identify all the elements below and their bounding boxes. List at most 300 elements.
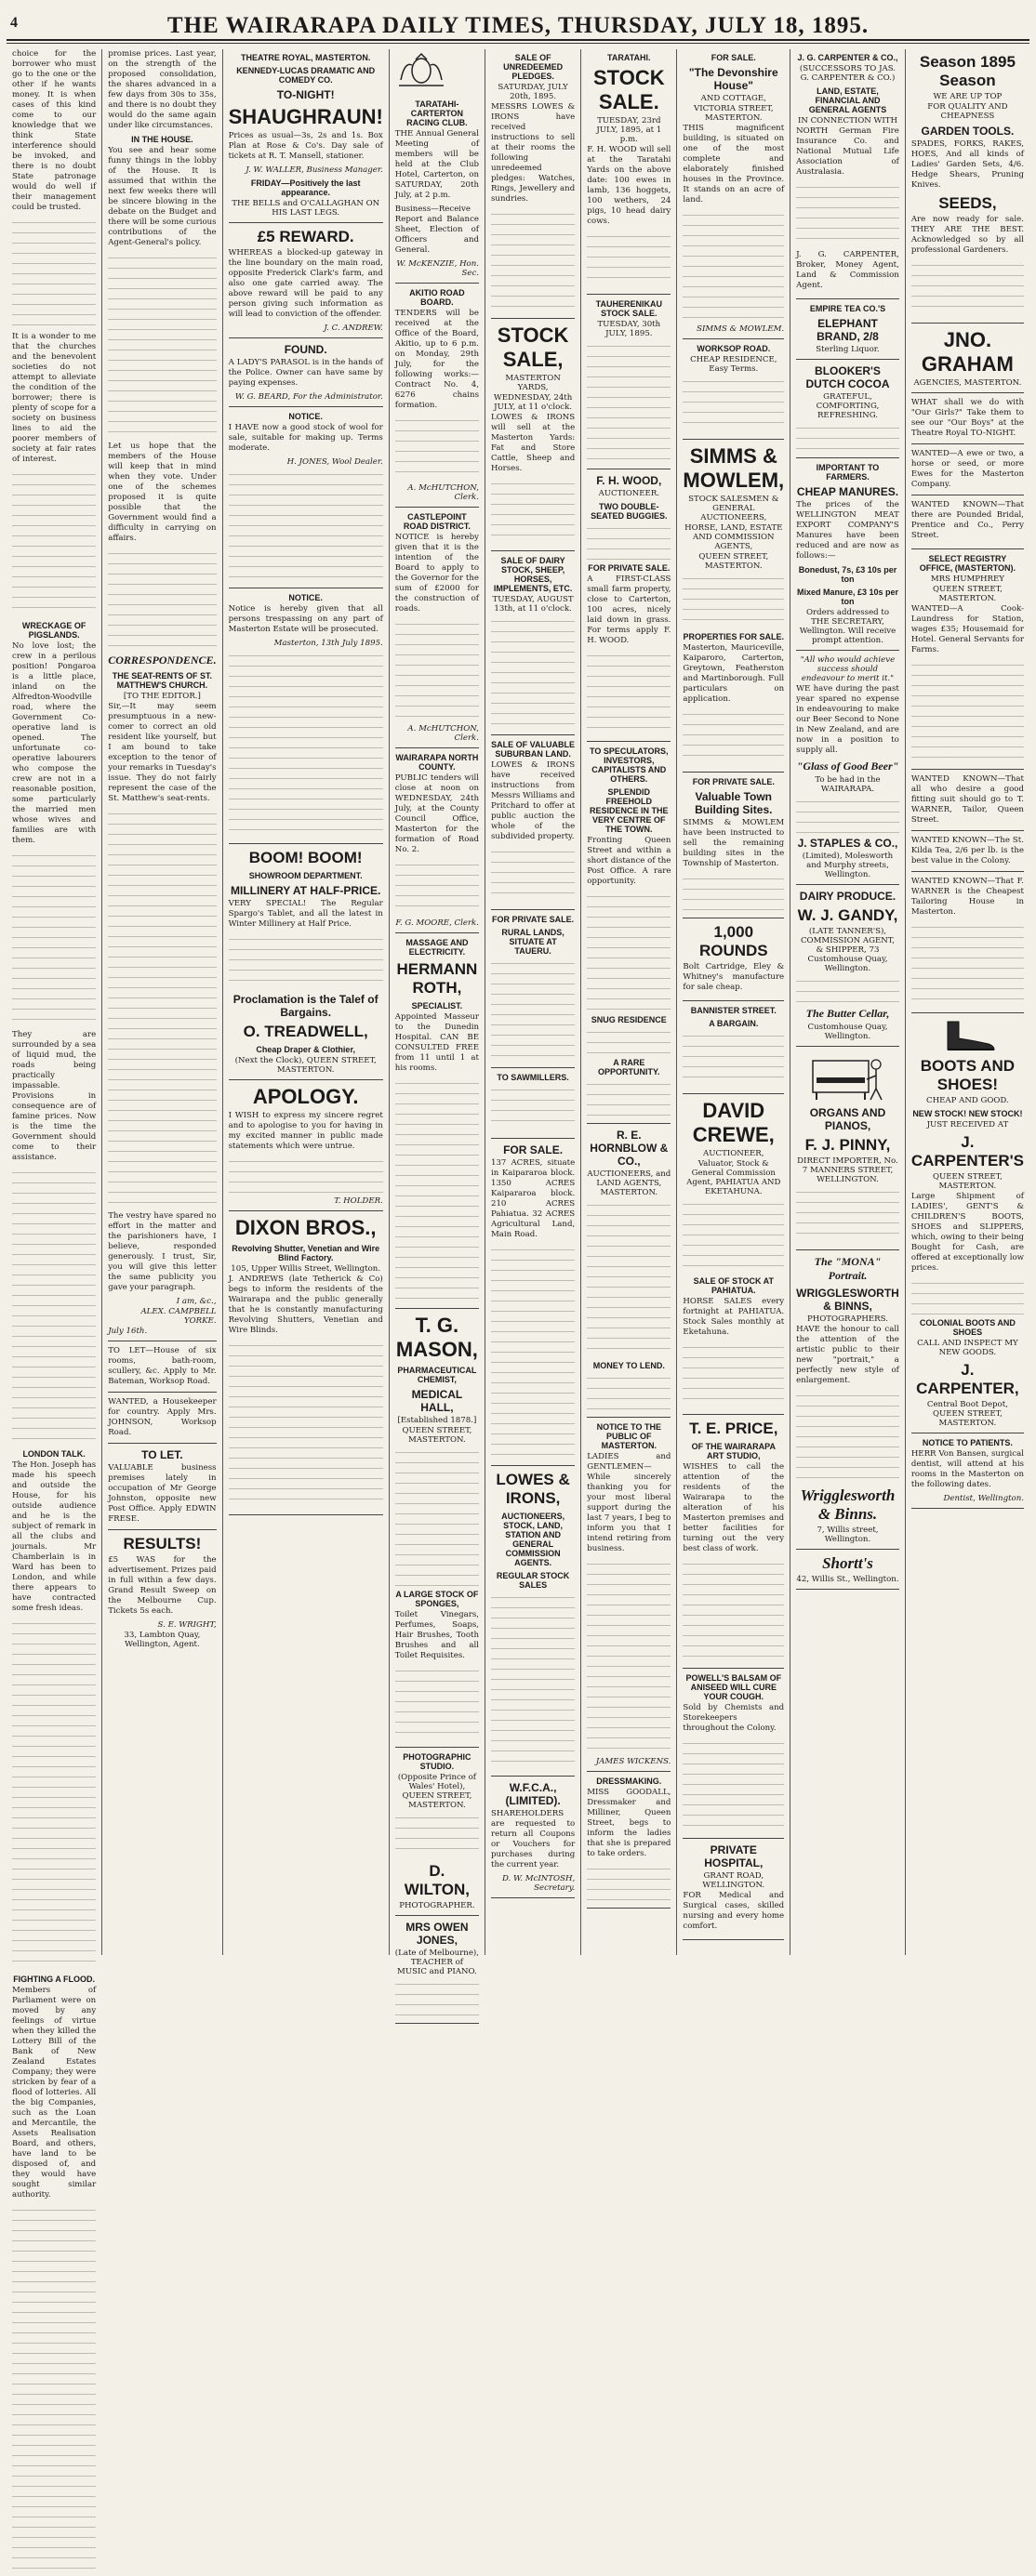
ad-note: To be had in the WAIRARAPA.	[815, 775, 881, 794]
merchant-trade: STOCK SALESMEN & GENERAL AUCTIONEERS,	[688, 495, 779, 522]
text-block	[683, 573, 784, 628]
sale-date: TUESDAY, 23rd JULY, 1895, at 1 p.m.	[596, 116, 662, 144]
ad-text: Bolt Cartridge, Eley & Whitney's manufacture for sale cheap.	[683, 962, 785, 992]
ad-text: TENDERS will be received at the Office of the Board, Akitio, up to 6 p.m. on Monday, 29th July, for the following works:—Contract No. 4, 6276 chains formation.	[394, 309, 479, 410]
ad-heading: FOR PRIVATE SALE.	[492, 915, 575, 924]
ad-signature: S. E. WRIGHT,	[157, 1620, 217, 1630]
section-heading: FIGHTING A FLOOD.	[13, 1975, 96, 1984]
divider	[108, 1443, 216, 1444]
pledges-sale-ad	[491, 53, 575, 319]
stock-sale-ad	[491, 324, 575, 551]
ad-subheading: A RARE OPPORTUNITY.	[598, 1058, 660, 1077]
letter-signoff: I am, &c.,	[176, 1297, 217, 1306]
hospital-ad	[683, 1843, 784, 1940]
dixon-ad	[229, 1216, 383, 1515]
merchant-name: J. G. CARPENTER & CO.,	[797, 53, 898, 62]
text-block	[683, 1737, 784, 1830]
land-for-sale-ad	[491, 1143, 575, 1466]
bannister-street-ad	[683, 1006, 784, 1094]
ad-heading: RESULTS!	[123, 1535, 202, 1552]
music-teacher-ad	[395, 1921, 479, 2024]
ad-signature: JAMES WICKENS.	[595, 1757, 671, 1766]
classified-ad: WHAT shall we do with "Our Girls?" Take them to see our "Our Boys" at the Theatre Royal TO-NIGHT.	[910, 398, 1024, 438]
hornblow-ad	[587, 1129, 671, 1418]
ad-heading: TAUHERENIKAU STOCK SALE.	[595, 299, 662, 318]
newspaper-title: THE WAIRARAPA DAILY TIMES, THURSDAY, JULY 18, 1895.	[166, 13, 870, 38]
balsam-ad	[683, 1673, 784, 1839]
ad-heading: PRIVATE HOSPITAL,	[704, 1843, 764, 1869]
text-block	[796, 1390, 899, 1483]
ad-text: WISHES to call the attention of the residents of the Wairarapa to the alteration of his Masterton premises and better facilities for turning out the very best class of work.	[683, 1462, 785, 1553]
ad-text: LOWES & IRONS have received instructions from Messrs Williams and Pritchard to offer at public auction the whole of the subdivided property.	[491, 760, 576, 841]
merchant-address: 7, Willis street, Wellington.	[817, 1526, 879, 1544]
ad-heading: TO SAWMILLERS.	[497, 1073, 569, 1082]
text-block	[587, 522, 671, 560]
ad-heading: AKITIO ROAD BOARD.	[409, 288, 465, 307]
ad-text: Fronting Queen Street and within a short distance of the Post Office. A rare opportunity.	[587, 836, 671, 886]
column-4	[390, 49, 485, 1976]
sale-date: TUESDAY, AUGUST 13th, at 11 o'clock.	[492, 595, 574, 614]
ad-subheading: TO-NIGHT!	[276, 88, 335, 101]
merchant-name: O. TREADWELL,	[243, 1023, 368, 1040]
product-note: Sterling Liquor.	[816, 345, 880, 354]
sale-date: TUESDAY, 30th JULY, 1895.	[597, 320, 661, 338]
ad-heading: FOR SALE.	[711, 53, 756, 62]
ad-slogan: WE ARE UP TOP	[933, 92, 1003, 101]
ad-subheading: REGULAR STOCK SALES	[496, 1571, 570, 1590]
article-paragraph: promise prices. Last year, on the strength of the proposed consolidation, the shares advanced in a few days from 30s to 35s, and there is no doubt they would do the same again under like circumstances.	[108, 49, 217, 130]
devonshire-house-ad	[683, 53, 784, 339]
cocoa-ad	[796, 364, 899, 458]
masthead-rule	[7, 43, 1029, 44]
ad-text: NOTICE is hereby given that it is the intention of the Board to apply to the Governor for the sum of £2000 for the construction of roads.	[394, 533, 479, 614]
merchant-name: W. J. GANDY,	[797, 906, 898, 924]
road-district-ad	[395, 512, 479, 748]
ad-signature: J. C. ANDREW.	[324, 324, 383, 333]
merchant-address: QUEEN STREET, MASTERTON.	[402, 1426, 472, 1445]
text-block	[911, 921, 1024, 1005]
classified-wanted-known	[911, 774, 1024, 1013]
text-block	[587, 231, 671, 286]
ad-heading: TARATAHI-CARTERTON RACING CLUB.	[406, 99, 468, 127]
text-block	[491, 478, 575, 543]
ad-text: Notice is hereby given that all persons trespassing on any part of Masterton Estate will be prosecuted.	[228, 604, 383, 634]
ad-connector: IN CONNECTION WITH	[797, 116, 897, 125]
text-block	[491, 958, 575, 1060]
text-block	[911, 1277, 1024, 1314]
text-block	[12, 1167, 96, 1446]
classified-ad: WANTED KNOWN—That there are Pounded Bridal, Prentice and Co., Perry Street.	[910, 500, 1024, 540]
text-block	[491, 615, 575, 727]
ad-subheading: CHEAP RESIDENCE, Easy Terms.	[690, 355, 777, 374]
text-block	[12, 1618, 96, 1971]
article-paragraph: No love lost; the crew in a perilous position! Pongaroa is a little place, inland on the Alfredton-Woodville road, where the Government Co-operative land is opened. The unfortunate co-operative labourers who compose the crew are not in a reasonable position, some particularly the married men whose wives and families are with them.	[12, 641, 97, 845]
shortt-ad	[796, 1554, 899, 1590]
text-block	[491, 1084, 575, 1130]
ad-text: SPADES, FORKS, RAKES, HOES, And all kinds of Ladies' Garden Sets, 4/6. Hedge Shears, Pruning Knives.	[910, 139, 1024, 190]
merchant-address: (Limited), Molesworth and Murphy streets, Wellington.	[802, 852, 894, 879]
merchant-trade: LAND, ESTATE, FINANCIAL AND GENERAL AGENTS	[808, 86, 887, 114]
ad-signature: H. JONES, Wool Dealer.	[286, 457, 383, 467]
merchant-trade: OF THE WAIRARAPA ART STUDIO,	[691, 1442, 776, 1460]
proprietor-name: MRS HUMPHREY	[930, 575, 1004, 584]
merchant-name: D. WILTON,	[404, 1862, 470, 1898]
ad-heading: BOOTS AND SHOES!	[920, 1057, 1016, 1093]
text-block	[229, 1340, 383, 1507]
text-block	[683, 1558, 784, 1660]
text-block	[395, 415, 479, 480]
merchant-name: DAVID CREWE,	[692, 1099, 775, 1146]
ad-signature: SIMMS & MOWLEM.	[697, 324, 785, 334]
ad-heading: BLOOKER'S DUTCH COCOA	[805, 364, 890, 390]
column-3	[223, 49, 390, 1955]
classified-ad: WANTED, a Housekeeper for country. Apply Mrs. JOHNSON, Worksop Road.	[108, 1397, 217, 1437]
dairy-sale-ad	[491, 556, 575, 735]
ad-heading: POWELL'S BALSAM OF ANISEED WILL CURE YOUR COUGH.	[685, 1673, 782, 1701]
letter-signature: ALEX. CAMPBELL YORKE.	[140, 1307, 217, 1326]
ad-subheading: CHEAP MANURES.	[796, 485, 899, 498]
ad-heading: EMPIRE TEA CO.'S	[809, 304, 886, 313]
ad-heading: WORKSOP ROAD.	[697, 344, 771, 353]
ad-subheading: NEW STOCK! NEW STOCK!	[912, 1109, 1023, 1118]
notice-ad	[229, 593, 383, 844]
text-block	[395, 1812, 479, 1858]
ad-subheading: FRIDAY—Positively the last appearance.	[250, 178, 361, 197]
photo-studio-ad	[395, 1752, 479, 1916]
ad-text: Masterton, Mauriceville, Kaiparoro, Carterton, Greytown, Featherston and Martinborough. Full particulars on application.	[683, 643, 785, 704]
ad-heading: FOUND.	[284, 343, 327, 356]
ad-heading: DRESSMAKING.	[596, 1777, 662, 1786]
text-block	[587, 1199, 671, 1357]
ad-text: Business—Receive Report and Balance Sheet, Election of Officers and General.	[394, 205, 479, 255]
text-block	[796, 422, 899, 450]
ad-slogan: "Glass of Good Beer"	[796, 760, 899, 773]
ad-text: Prices as usual—3s, 2s and 1s. Box Plan at Rose & Co's. Day sale of tickets at R. T. Mansell, stationer.	[228, 131, 383, 161]
sawmillers-ad	[491, 1073, 575, 1139]
ad-text: HERR Von Bansen, surgical dentist, will attend at his rooms in the Masterton on the following dates.	[910, 1449, 1024, 1489]
merchant-name: J. CARPENTER'S	[910, 1133, 1024, 1169]
ad-text: F. H. WOOD will sell at the Taratahi Yards on the above date: 100 ewes in lamb, 136 hoggets, 100 wethers, 24 pigs, 10 head dairy cows.	[587, 145, 671, 226]
masthead	[7, 7, 1029, 41]
ad-heading: BANNISTER STREET.	[690, 1006, 777, 1015]
text-block	[395, 1665, 479, 1739]
carpenter-agents-ad	[796, 53, 899, 299]
ad-subheading: SEEDS,	[938, 194, 997, 212]
ad-subheading: MONEY TO LEND.	[592, 1361, 665, 1370]
sale-location: MASTERTON YARDS,	[505, 374, 561, 392]
merchant-signature: Wrigglesworth & Binns.	[800, 1486, 896, 1523]
racing-club-ad	[395, 49, 479, 284]
ad-text: WHEREAS a blocked-up gateway in the line boundary on the main road, opposite Frederick Clark's farm, and also one gate carried away. The above reward will be paid to any person giving such information as will lead to conviction of the offender.	[228, 248, 383, 319]
text-block	[683, 1341, 784, 1407]
ad-signature: D. W. McINTOSH, Secretary.	[501, 1874, 576, 1893]
text-block	[229, 469, 383, 580]
text-block	[683, 708, 784, 764]
taratahi-sale-ad	[587, 53, 671, 295]
text-block	[683, 1030, 784, 1086]
notice-public-ad	[587, 1422, 671, 1772]
price-line: Bonedust, 7s, £3 10s per ton	[798, 565, 897, 584]
classified-ad: TO LET—House of six rooms, bath-room, scullery, &c. Apply to Mr. Bateman, Worksop Road.	[108, 1346, 217, 1386]
ad-heading: SALE OF UNREDEEMED PLEDGES.	[503, 53, 564, 81]
column-2	[102, 49, 222, 1955]
merchant-premises: MEDICAL HALL,	[411, 1388, 463, 1414]
text-block	[491, 1244, 575, 1458]
text-block	[683, 873, 784, 910]
garden-tools-ad	[911, 53, 1024, 324]
piano-illustration-icon	[805, 1051, 889, 1103]
classified-ad: WANTED—A Cook-Laundress for Station, wages £35; Housemaid for Hotel. General Servants for Farms.	[910, 604, 1024, 654]
merchant-name: T. E. PRICE,	[689, 1420, 778, 1437]
text-block	[491, 846, 575, 902]
ad-text: SHAREHOLDERS are requested to return all Coupons or Vouchers for purchases during the current year.	[491, 1809, 576, 1869]
ad-text: LADIES and GENTLEMEN—While sincerely thanking you for your most liberal support during the last 7 years, I beg to inform you that I intend retiring from business.	[587, 1452, 671, 1553]
merchant-address: 42, Willis St., Wellington.	[796, 1575, 899, 1584]
text-block	[395, 859, 479, 915]
ad-text: HORSE SALES every fortnight at PAHIATUA. Stock Sales monthly at Eketahuna.	[683, 1297, 785, 1337]
merchant-trade: PHARMACEUTICAL CHEMIST,	[397, 1366, 477, 1384]
millinery-ad	[229, 849, 383, 1080]
ad-heading: NOTICE TO THE PUBLIC OF MASTERTON.	[596, 1422, 661, 1450]
merchant-name: F. J. PINNY,	[804, 1136, 891, 1154]
tauherenikau-sale-ad	[587, 299, 671, 469]
chemist-ad	[395, 1314, 479, 1748]
ad-heading: ORGANS AND PIANOS,	[809, 1106, 886, 1132]
classified-ad: WANTED—A ewe or two, a horse or seed, or more Ewes for the Masterton Company.	[910, 449, 1024, 489]
letter-paragraph: The vestry have spared no effort in the matter and the parishioners have, I believe, responded generously. I trust, Sir, you will give this letter the same publicity you gave your paragraph.	[108, 1211, 217, 1292]
classified-ad: VALUABLE business premises lately in occupation of Mr George Johnston, opposite new Post Office. Apply EDWIN FRESE.	[108, 1463, 217, 1524]
ad-text: HAVE the honour to call the attention of the artistic public to their new "portrait," a perfectly new style of enlargement.	[796, 1325, 899, 1385]
product-name: ELEPHANT BRAND, 2/8	[817, 317, 879, 343]
coat-of-arms-icon	[395, 52, 447, 89]
classified-ad: WANTED KNOWN—That F. WARNER is the Cheapest Tailoring House in Masterton.	[910, 877, 1024, 917]
merchant-name: R. E. HORNBLOW & CO.,	[590, 1129, 669, 1168]
ad-text: WE have during the past year spared no expense in endeavouring to make our Beer Second to None in New Zealand, and are now in a position to supply all.	[796, 684, 899, 755]
ad-heading: NOTICE TO PATIENTS.	[922, 1438, 1013, 1447]
ad-text: MISS GOODALL, Dressmaker and Milliner, Queen Street, begs to inform the ladies that she is prepared to take orders.	[587, 1788, 671, 1858]
hospital-address: GRANT ROAD, WELLINGTON.	[702, 1871, 765, 1890]
ad-quote: "All who would achieve success should endeavour to merit it."	[800, 655, 896, 683]
text-block	[796, 1186, 899, 1242]
suburban-land-ad	[491, 740, 575, 910]
ad-subheading: Valuable Town Building Sites.	[695, 790, 773, 816]
ad-heading: THEATRE ROYAL, MASTERTON.	[241, 53, 371, 62]
article-paragraph: The Hon. Joseph has made his speech and outside the House, for his outside audience and he is the subject of remark in all the clubs and journals. Mr Chamberlain is in Ward has been to London, and while there appears to have contracted some fresh ideas.	[12, 1460, 97, 1613]
column-7	[677, 49, 790, 1955]
specialist-title: SPECIALIST.	[411, 1001, 463, 1011]
ad-text: The prices of the WELLINGTON MEAT EXPORT COMPANY'S Manures have been reduced and are now as follows:—	[796, 500, 899, 561]
ad-date: Masterton, 13th July 1895.	[273, 639, 383, 648]
text-block	[911, 259, 1024, 315]
merchant-name: SIMMS & MOWLEM,	[683, 444, 785, 492]
section-heading: IN THE HOUSE.	[131, 135, 193, 144]
ad-text: VERY SPECIAL! The Regular Spargo's Tablet, and all the latest in Winter Millinery at Half Price.	[228, 899, 383, 929]
ad-text: I WISH to express my sincere regret and to apologise to you for having in my excited manner in public made statements which were untrue.	[228, 1111, 383, 1151]
ad-heading: MASSAGE AND ELECTRICITY.	[405, 938, 469, 957]
text-block	[587, 1078, 671, 1116]
theatre-ad	[229, 53, 383, 223]
text-block	[229, 650, 383, 836]
text-block	[587, 340, 671, 461]
merchant-trade: Revolving Shutter, Venetian and Wire Blind Factory.	[232, 1244, 380, 1262]
county-ad	[395, 753, 479, 933]
ad-signature: F. G. MOORE, Clerk.	[395, 918, 479, 928]
merchant-trade: AUCTIONEER.	[598, 489, 660, 498]
ad-heading: DAIRY PRODUCE.	[799, 890, 897, 903]
merchant-trade: PHOTOGRAPHERS.	[806, 1314, 888, 1324]
ad-subheading: A BARGAIN.	[709, 1019, 759, 1028]
divider	[911, 871, 1024, 872]
merchant-name: LOWES & IRONS,	[496, 1471, 570, 1507]
divider	[108, 1529, 216, 1530]
merchant-name: MRS OWEN JONES,	[405, 1921, 469, 1947]
article-paragraph: You see and hear some funny things in the lobby of the House. It is assumed that within the next few weeks there will be sincere blowing in the debate on the Budget and there will be some curious contributions of the Agent-General's policy.	[108, 146, 217, 247]
ad-text: Toilet Vinegars, Perfumes, Soaps, Hair Brushes, Tooth Brushes and all Toilet Requisites.	[394, 1610, 479, 1660]
ad-subheading: SPLENDID FREEHOLD RESIDENCE IN THE VERY CENTRE OF THE TOWN.	[590, 787, 669, 834]
text-block	[587, 650, 671, 733]
ad-heading: APOLOGY.	[252, 1085, 359, 1108]
ad-text: THE BELLS and O'CALLAGHAN ON HIS LAST LEGS.	[232, 199, 380, 218]
text-block	[587, 1558, 671, 1753]
text-block	[683, 376, 784, 431]
merchant-trade: AUCTIONEERS, STOCK, LAND, STATION AND GENERAL COMMISSION AGENTS.	[501, 1512, 565, 1567]
residence-sale-ad	[587, 746, 671, 1124]
ad-text: J. G. CARPENTER, Broker, Money Agent, Land & Commission Agent.	[796, 250, 899, 290]
column-5	[485, 49, 581, 1955]
ad-signature: A. McHUTCHON, Clerk.	[407, 483, 479, 502]
ad-heading: 1,000 ROUNDS	[698, 923, 768, 959]
ad-heading: PHOTOGRAPHIC STUDIO.	[403, 1752, 472, 1771]
merchant-address: 105, Upper Willis Street, Wellington.	[231, 1264, 381, 1274]
text-block	[229, 933, 383, 989]
ad-subheading: RURAL LANDS, SITUATE AT TAUERU.	[501, 928, 564, 956]
text-block	[395, 1447, 479, 1586]
text-block	[108, 548, 216, 650]
pianos-ad	[796, 1051, 899, 1250]
ad-subheading: PROPERTIES FOR SALE.	[683, 632, 785, 641]
reward-ad	[229, 228, 383, 338]
ad-text: Large Shipment of LADIES', GENT'S & CHILDREN'S BOOTS, SHOES and SLIPPERS, which, owing to their being Bought for Cash, are offered at exceptionally low prices.	[910, 1192, 1024, 1273]
text-block	[12, 850, 96, 1026]
play-title: SHAUGHRAUN!	[228, 105, 383, 128]
newspaper-page	[7, 7, 1029, 2200]
page-number: 4	[10, 15, 18, 31]
ad-text: PUBLIC tenders will close at noon on WEDNESDAY, 24th July, at the County Council Office, Masterton for the formation of Road No. 2.	[394, 773, 479, 854]
article-paragraph: Let us hope that the members of the House will keep that in mind when they vote. Under one of the schemes proposed it is quite possible that the Government would find a difficulty in carrying on affairs.	[108, 442, 217, 543]
dentist-ad	[911, 1438, 1024, 1509]
ad-heading: GARDEN TOOLS.	[921, 125, 1015, 138]
text-block	[796, 796, 899, 833]
text-block	[796, 181, 899, 246]
auctioneer-ad	[587, 474, 671, 742]
ad-heading: WAIRARAPA NORTH COUNTY.	[395, 753, 479, 772]
ad-subheading: SALE OF STOCK AT PAHIATUA.	[693, 1276, 774, 1295]
text-block	[683, 209, 784, 321]
worksop-road-ad	[683, 344, 784, 440]
shop-name: The Butter Cellar,	[805, 1007, 890, 1020]
cartridges-ad	[683, 923, 784, 1001]
ad-text: A LADY'S PARASOL is in the hands of the Police. Owner can have same by paying expenses.	[228, 358, 383, 388]
simms-mowlem-ad	[683, 444, 784, 773]
merchant-address: (LATE TANNER'S), COMMISSION AGENT, & SHIPPER, 73 Customhouse Quay, Wellington.	[800, 927, 895, 973]
ad-signature: W. McKENZIE, Hon. Sec.	[396, 259, 479, 278]
ad-subheading: SHOWROOM DEPARTMENT.	[248, 871, 363, 880]
column-8	[790, 49, 906, 1955]
ad-text: MESSRS LOWES & IRONS have received instructions to sell at their rooms the following unredeemed pledges: Watches, Rings, Jewellery and sundries.	[491, 102, 576, 204]
ad-signature: T. HOLDER.	[334, 1196, 383, 1206]
sale-date: SATURDAY, JULY 20th, 1895.	[498, 83, 568, 101]
ad-subheading: MILLINERY AT HALF-PRICE.	[231, 884, 381, 897]
classified-wanted	[911, 398, 1024, 549]
merchant-name: DIXON BROS.,	[234, 1216, 377, 1239]
article-paragraph: choice for the borrower who must go to the one or the other if he wants money. It is when cases of this kind come to our knowledge that we think State interference should be invoked, and there is no doubt State patronage would do well if their management could be trusted.	[12, 49, 97, 212]
text-block	[229, 1156, 383, 1193]
merchant-address: Central Boot Depot, QUEEN STREET, MASTERTON.	[926, 1400, 1008, 1428]
ad-signature: W. G. BEARD, For the Administrator.	[234, 392, 383, 402]
merchant-address: QUEEN STREET, MASTERTON.	[698, 552, 769, 571]
manures-ad	[796, 463, 899, 651]
ad-text: 137 ACRES, situate in Kaipararoa block. 1350 ACRES Kaipararoa block. 210 ACRES Pahiatua. 32 ACRES Agricultural Land, Main Road.	[491, 1158, 576, 1239]
ad-heading: The "MONA" Portrait.	[814, 1255, 882, 1282]
divider	[911, 830, 1024, 831]
ad-text: SIMMS & MOWLEM have been instructed to sell the remaining building sites in the Township of Masterton.	[683, 818, 785, 868]
ad-heading: SALE OF DAIRY STOCK, SHEEP, HORSES, IMPLEMENTS, ETC.	[493, 556, 573, 593]
ad-address: 33, Lambton Quay, Wellington, Agent.	[124, 1631, 201, 1649]
divider	[108, 1392, 216, 1393]
price-line: Mixed Manure, £3 10s per ton	[796, 588, 898, 606]
ad-heading: FOR PRIVATE SALE.	[588, 563, 671, 573]
ad-signature: J. W. WALLER, Business Manager.	[246, 165, 383, 175]
column-1	[7, 49, 102, 2200]
ad-location: TARATAHI.	[607, 53, 651, 62]
registry-address: QUEEN STREET, MASTERTON.	[932, 585, 1003, 603]
shop-address: Customhouse Quay, Wellington.	[807, 1023, 888, 1041]
ad-slogan: FOR QUALITY AND CHEAPNESS	[927, 102, 1008, 121]
column-9	[906, 49, 1029, 1955]
classified-ad: WANTED KNOWN—The St. Kilda Tea, 2/6 per lb. is the best value in the Colony.	[910, 836, 1024, 865]
ad-text: Sold by Chemists and Storekeepers throughout the Colony.	[683, 1703, 785, 1733]
ad-slogan: Proclamation is the Talef of Bargains.	[232, 993, 379, 1019]
ad-heading: W.F.C.A., (LIMITED).	[505, 1781, 561, 1807]
ad-heading: NOTICE.	[288, 593, 323, 602]
ad-heading: STOCK SALE.	[593, 66, 665, 113]
merchant-name: T. G. MASON,	[395, 1314, 478, 1361]
section-heading: WRECKAGE OF PIGSLANDS.	[21, 621, 86, 640]
text-block	[587, 1026, 671, 1054]
ad-heading: FOR SALE.	[503, 1143, 564, 1156]
ad-heading: FOR PRIVATE SALE.	[692, 777, 775, 786]
ad-signature: A. McHUTCHON, Clerk.	[407, 724, 479, 743]
photographers-ad	[796, 1255, 899, 1550]
boot-illustration-icon	[935, 1018, 1000, 1053]
ad-subheading: TWO DOUBLE-SEATED BUGGIES.	[591, 502, 668, 521]
text-block	[796, 975, 899, 1003]
text-block	[12, 469, 96, 617]
season-banner: Season 1895 Season	[919, 53, 1016, 89]
ad-subheading: SNUG RESIDENCE	[591, 1015, 667, 1024]
ad-text: Are now ready for sale. THEY ARE THE BEST. Acknowledged so by all professional Gardeners.	[910, 215, 1024, 255]
sale-date: WEDNESDAY, 24th JULY, at 11 o'clock.	[493, 393, 573, 412]
ad-slogan: CHEAP AND GOOD.	[926, 1096, 1009, 1105]
letter-date: July 16th.	[108, 1327, 148, 1336]
ad-heading: SELECT REGISTRY OFFICE, (MASTERTON).	[919, 554, 1016, 573]
massage-ad	[395, 938, 479, 1309]
boots-ad	[911, 1018, 1024, 1433]
ad-text: THE Annual General Meeting of members will be held at the Club Hotel, Carterton, on SATURDAY, 20th July, at 2 p.m.	[394, 129, 479, 200]
merchant-trade: AUCTIONEER,	[703, 1149, 764, 1158]
text-block	[587, 891, 671, 1011]
text-block	[12, 217, 96, 328]
